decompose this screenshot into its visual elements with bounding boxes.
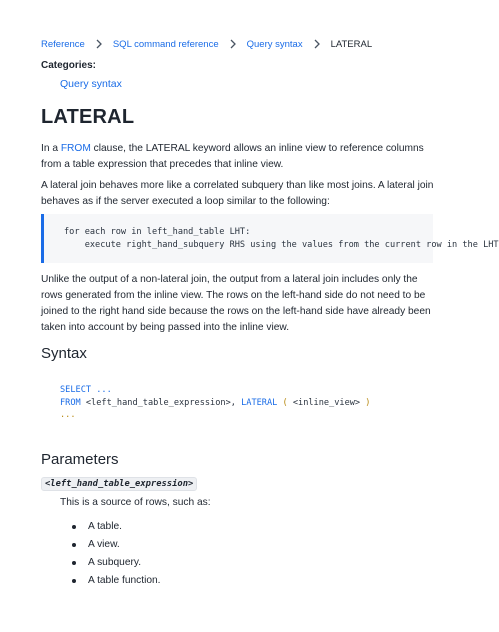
open-paren: ( — [277, 397, 293, 408]
list-item — [72, 536, 161, 554]
param-left-hand-table-expression: <left_hand_table_expression> — [41, 477, 197, 491]
lateral-join-paragraph: A lateral join behaves more like a correlated subquery than like most joins. A lateral join behaves as if the server executed a loop similar to the following: — [41, 180, 434, 207]
close-paren: ) — [360, 397, 371, 408]
category-link-query-syntax[interactable]: Query syntax — [60, 78, 122, 90]
from-keyword: FROM — [60, 397, 81, 408]
page-title: LATERAL — [41, 106, 135, 128]
code-line-2: execute right_hand_subquery RHS using the values from the current row in the LHT — [64, 239, 499, 250]
breadcrumb-reference[interactable]: Reference — [41, 38, 85, 50]
bullet-icon — [72, 543, 76, 547]
syntax-ellipsis: ... — [60, 410, 76, 420]
bullet-icon — [72, 561, 76, 565]
intro-paragraph — [41, 141, 437, 173]
breadcrumb-query-syntax[interactable]: Query syntax — [246, 38, 303, 50]
list-item — [72, 518, 161, 536]
intro-text-before: In a — [41, 143, 61, 154]
select-keyword: SELECT — [60, 385, 92, 395]
intro-text-after: clause, the LATERAL keyword allows an inline view to reference columns from a table expression that precedes that inline view. — [41, 143, 424, 170]
param-source-list — [72, 518, 161, 590]
from-link[interactable]: FROM — [60, 143, 91, 154]
lateral-keyword: LATERAL — [241, 397, 278, 408]
chevron-right-icon — [91, 38, 107, 50]
chevron-right-icon — [309, 38, 325, 50]
syntax-heading: Syntax — [41, 345, 87, 362]
list-item-label: A view. — [88, 539, 120, 550]
inline-view: <inline_view> — [292, 397, 361, 408]
list-item-label: A table. — [88, 521, 122, 532]
list-item-label: A subquery. — [88, 557, 142, 568]
syntax-code — [60, 384, 370, 422]
list-item-label: A table function. — [88, 575, 161, 586]
select-rest: ... — [91, 385, 112, 395]
breadcrumb — [41, 38, 372, 50]
bullet-icon — [72, 579, 76, 583]
list-item — [72, 572, 161, 590]
breadcrumb-sql-command-reference[interactable]: SQL command reference — [112, 38, 219, 50]
categories-label: Categories: — [41, 60, 97, 71]
breadcrumb-current: LATERAL — [330, 38, 373, 50]
code-example — [64, 226, 499, 251]
parameters-heading: Parameters — [41, 451, 119, 468]
code-line-1: for each row in left_hand_table LHT: — [64, 227, 251, 237]
bullet-icon — [72, 525, 76, 529]
code-example-block — [41, 214, 499, 263]
param-description: This is a source of rows, such as: — [60, 497, 211, 508]
list-item — [72, 554, 161, 572]
from-table-expression: <left_hand_table_expression>, — [80, 397, 242, 408]
non-lateral-paragraph: Unlike the output of a non-lateral join, the output from a lateral join includes only the rows generated from the inline view. The rows on the left-hand side do not need to be joined to the right hand side because the rows on the left-hand side have already been taken into account by being passed into the inline view. — [41, 274, 431, 333]
chevron-right-icon — [225, 38, 241, 50]
